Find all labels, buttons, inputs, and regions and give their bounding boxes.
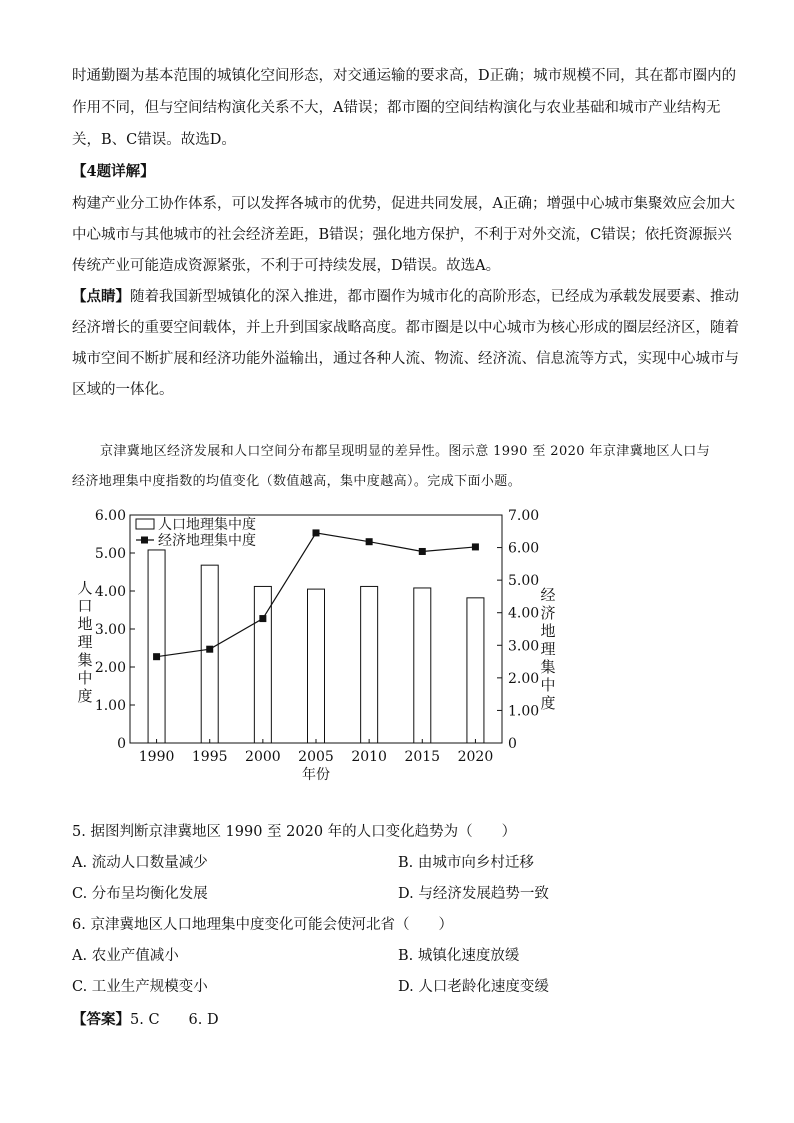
- right-tick-label: 1.00: [508, 703, 540, 720]
- right-tick-label: 0: [508, 736, 517, 752]
- population-bar: [148, 550, 165, 743]
- option-5c[interactable]: C. 分布呈均衡化发展: [72, 886, 208, 902]
- option-5d[interactable]: D. 与经济发展趋势一致: [398, 886, 549, 902]
- population-bar: [467, 598, 484, 743]
- right-tick-label: 3.00: [508, 638, 540, 655]
- economy-point: [419, 548, 426, 555]
- x-tick-label: 2000: [245, 749, 281, 765]
- population-bar: [361, 586, 378, 743]
- right-tick-label: 2.00: [508, 670, 540, 687]
- economy-point: [472, 543, 479, 550]
- x-tick-label: 1995: [191, 749, 228, 765]
- economy-point: [366, 538, 373, 545]
- left-tick-label: 1.00: [94, 698, 126, 714]
- population-bar: [201, 565, 218, 743]
- paragraph-line: 关，B、C错误。故选D。: [72, 132, 236, 148]
- right-axis-label-char: 集: [540, 658, 556, 676]
- right-axis-label-char: 中: [540, 676, 556, 694]
- paragraph-text: 随着我国新型城镇化的深入推进，都市圈作为城市化的高阶形态，已经成为承载发展要素、推动: [130, 289, 739, 305]
- paragraph-line: 传统产业可能造成资源紧张，不利于可持续发展，D错误。故选A。: [72, 258, 501, 274]
- economy-point: [206, 646, 213, 653]
- option-6b[interactable]: B. 城镇化速度放缓: [398, 948, 520, 964]
- legend-line-marker: [141, 537, 148, 544]
- paragraph-line: 区域的一体化。: [72, 382, 174, 398]
- right-tick-label: 5.00: [508, 573, 540, 590]
- right-axis-label-char: 经: [540, 586, 556, 604]
- x-axis-label: 年份: [302, 767, 330, 783]
- paragraph-line: 构建产业分工协作体系，可以发挥各城市的优势，促进共同发展，A正确；增强中心城市集聚效应会加大: [72, 196, 735, 212]
- x-tick-label: 2020: [457, 749, 494, 765]
- question-5-stem: 5. 据图判断京津冀地区 1990 至 2020 年的人口变化趋势为（ ）: [72, 824, 517, 840]
- x-tick-label: 2005: [298, 749, 334, 765]
- right-axis-label-char: 地: [540, 622, 556, 640]
- question-6-stem: 6. 京津冀地区人口地理集中度变化可能会使河北省（ ）: [72, 917, 453, 933]
- question-4-heading: 【4题详解】: [72, 163, 155, 180]
- legend-line-label: 经济地理集中度: [158, 533, 256, 549]
- left-axis-label-char: 地: [77, 615, 93, 633]
- material-intro-line: 京津冀地区经济发展和人口空间分布都呈现明显的差异性。图示意 1990 至 2020 年京津冀地区人口与: [100, 444, 711, 459]
- left-axis-label-char: 口: [77, 597, 93, 615]
- dianjing-tag: 【点睛】: [72, 288, 130, 305]
- dianjing-paragraph-first-line: [72, 287, 739, 307]
- option-6a[interactable]: A. 农业产值减小: [72, 948, 179, 964]
- x-tick-label: 2015: [404, 749, 441, 765]
- paragraph-line: 作用不同，但与空间结构演化关系不大，A错误；都市圈的空间结构演化与农业基础和城市产业结构无: [72, 100, 721, 116]
- option-6d[interactable]: D. 人口老龄化速度变缓: [398, 979, 549, 995]
- left-axis-label-char: 度: [77, 687, 93, 705]
- left-axis-label-char: 理: [77, 633, 93, 651]
- left-axis-label-char: 人: [77, 579, 93, 597]
- material-intro-line: 经济地理集中度指数的均值变化（数值越高，集中度越高）。完成下面小题。: [72, 474, 522, 489]
- concentration-chart: [70, 505, 570, 790]
- left-tick-label: 3.00: [94, 622, 126, 638]
- left-tick-label: 6.00: [94, 508, 126, 524]
- left-tick-label: 0: [117, 736, 126, 752]
- paragraph-line: 时通勤圈为基本范围的城镇化空间形态，对交通运输的要求高，D正确；城市规模不同，其在都市圈内的: [72, 68, 737, 84]
- answer-line: [72, 1010, 219, 1030]
- right-tick-label: 4.00: [508, 605, 540, 622]
- right-tick-label: 7.00: [508, 508, 540, 524]
- left-tick-label: 4.00: [94, 584, 126, 600]
- paragraph-line: 城市空间不断扩展和经济功能外溢输出，通过各种人流、物流、经济流、信息流等方式，实现中心城市与: [72, 351, 739, 367]
- option-5b[interactable]: B. 由城市向乡村迁移: [398, 855, 534, 871]
- paragraph-line: 中心城市与其他城市的社会经济差距，B错误；强化地方保护，不利于对外交流，C错误；依托资源振兴: [72, 227, 732, 243]
- economy-point: [153, 653, 160, 660]
- option-5a[interactable]: A. 流动人口数量减少: [72, 855, 208, 871]
- left-tick-label: 5.00: [94, 546, 126, 562]
- left-axis-label-char: 集: [77, 651, 93, 669]
- option-6c[interactable]: C. 工业生产规模变小: [72, 979, 208, 995]
- right-axis-label-char: 理: [540, 640, 556, 658]
- economy-point: [259, 615, 266, 622]
- population-bar: [414, 588, 431, 743]
- answer-text: 5. C 6. D: [130, 1012, 219, 1028]
- economy-point: [313, 529, 320, 536]
- left-tick-label: 2.00: [94, 660, 126, 676]
- right-axis-label-char: 度: [540, 694, 556, 712]
- x-tick-label: 2010: [351, 749, 387, 765]
- right-axis-label-char: 济: [540, 604, 556, 622]
- paragraph-line: 经济增长的重要空间载体，并上升到国家战略高度。都市圈是以中心城市为核心形成的圈层经济区，随着: [72, 320, 739, 336]
- right-tick-label: 6.00: [508, 540, 540, 557]
- population-bar: [308, 589, 325, 743]
- legend-bar-label: 人口地理集中度: [158, 517, 256, 533]
- answer-tag: 【答案】: [72, 1011, 130, 1028]
- legend-bar-swatch: [136, 519, 154, 529]
- x-tick-label: 1990: [138, 749, 175, 765]
- left-axis-label-char: 中: [77, 669, 93, 687]
